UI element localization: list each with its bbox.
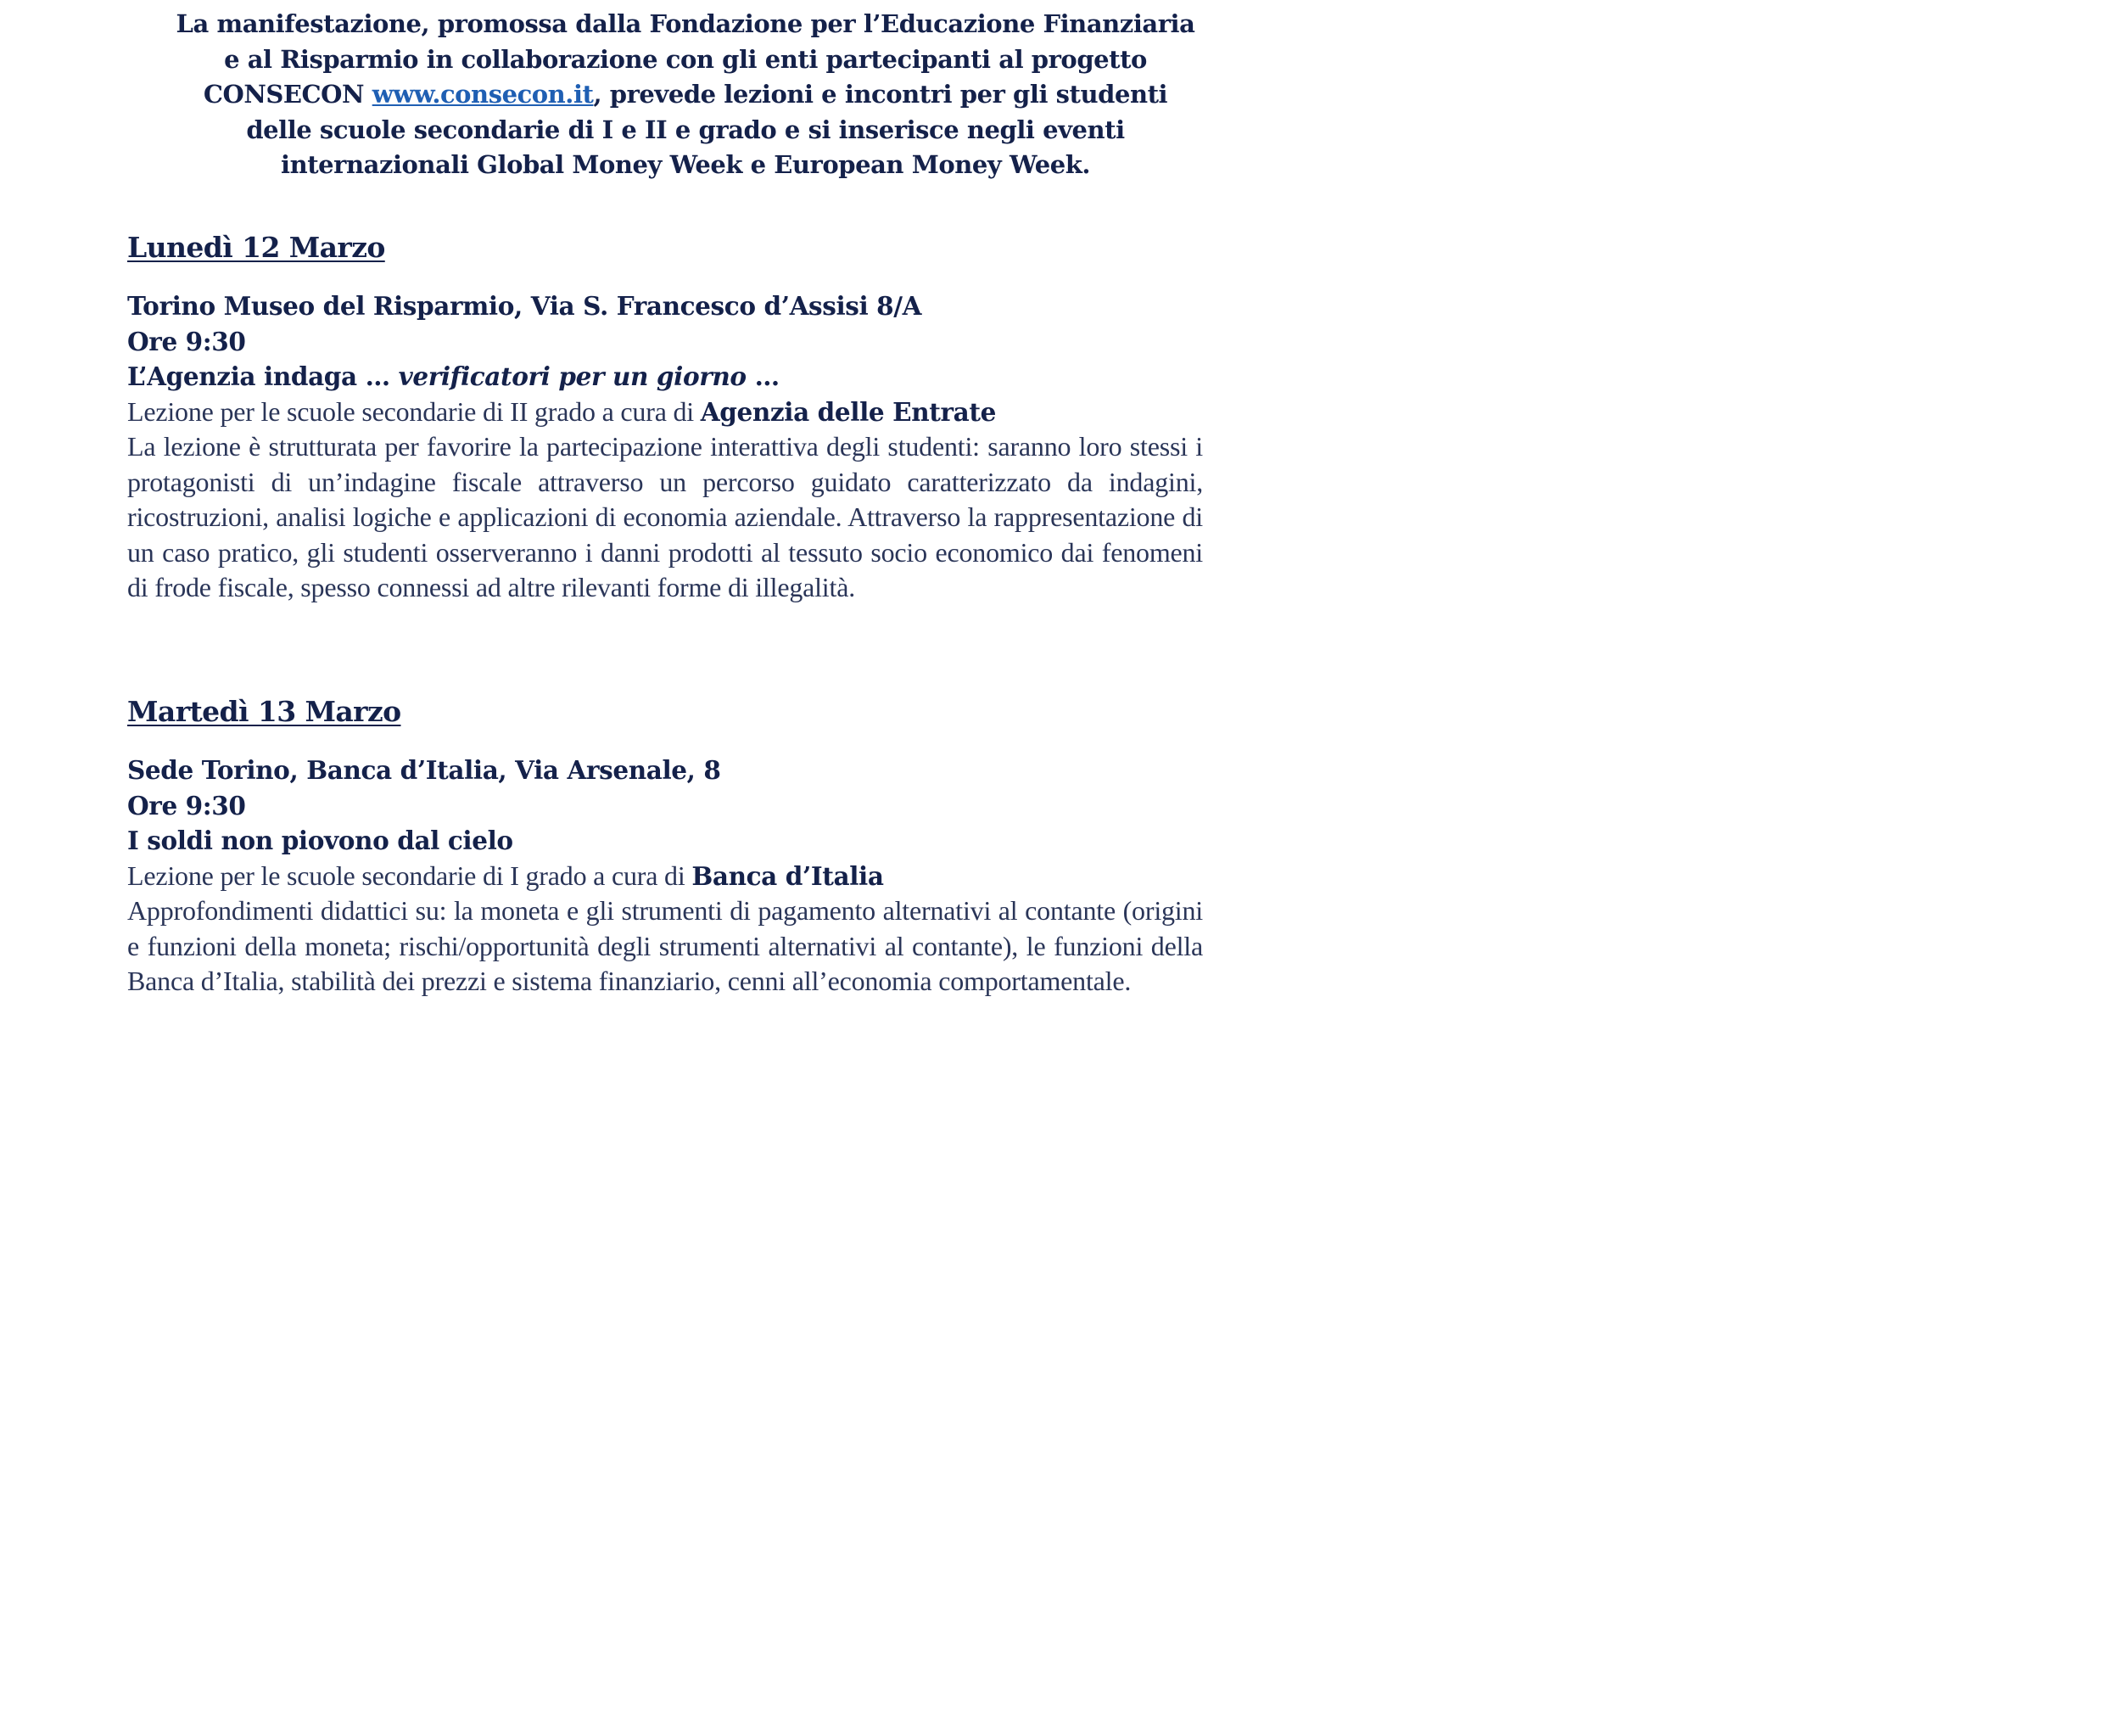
document-page [0, 0, 1330, 1098]
intro-paragraph [127, 7, 1244, 183]
intro-line-3 [127, 77, 1244, 113]
event-title-italic: verificatori per un giorno [398, 361, 747, 391]
intro-line-1: La manifestazione, promossa dalla Fondazione per l’Educazione Finanziaria [176, 9, 1195, 38]
event-lesson-pre: Lezione per le scuole secondarie di I grado a cura di [127, 860, 692, 891]
event-lesson-line [127, 859, 1203, 894]
intro-line-3-pre: CONSECON [203, 80, 372, 109]
intro-line-2: e al Risparmio in collaborazione con gli enti partecipanti al progetto [224, 44, 1147, 74]
event-day-heading: Martedì 13 Marzo [127, 695, 401, 728]
event-title-pre: L’Agenzia indaga … [127, 361, 399, 391]
event-section-tuesday [127, 692, 1203, 1000]
event-lesson-org: Agenzia delle Entrate [700, 396, 996, 427]
event-title: I soldi non piovono dal cielo [127, 826, 513, 855]
event-title-post: … [746, 361, 780, 391]
event-lesson-org: Banca d’Italia [691, 860, 884, 891]
intro-line-5: internazionali Global Money Week e European Money Week. [281, 150, 1090, 179]
event-time: Ore 9:30 [127, 790, 246, 820]
event-lesson-pre: Lezione per le scuole secondarie di II grado a cura di [127, 395, 701, 427]
event-day-heading: Lunedì 12 Marzo [127, 231, 385, 264]
consecon-link[interactable]: www.consecon.it [372, 80, 594, 109]
intro-line-3-post: , prevede lezioni e incontri per gli studenti [593, 80, 1168, 109]
event-time: Ore 9:30 [127, 326, 246, 356]
event-description: Approfondimenti didattici su: la moneta e gli strumenti di pagamento alternativi al contante (origini e funzioni della moneta; rischi/opportunità degli strumenti alternativi al contante), le funzioni della Banca d’Italia, stabilità dei prezzi e sistema finanziario, cenni all’economia comportamentale. [127, 895, 1203, 996]
event-location: Torino Museo del Risparmio, Via S. Francesco d’Assisi 8/A [127, 291, 922, 321]
event-lesson-line [127, 395, 1203, 430]
event-title [127, 359, 1203, 395]
event-section-monday [127, 227, 1203, 606]
intro-line-4: delle scuole secondarie di I e II e grado e si inserisce negli eventi [246, 115, 1125, 144]
event-description: La lezione è strutturata per favorire la partecipazione interattiva degli studenti: saranno loro stessi i protagonisti di un’indagine fiscale attraverso un percorso guidato caratterizzato da indagini, ricostruzioni, analisi logiche e applicazioni di economia aziendale. Attraverso la rappresentazione di un caso pratico, gli studenti osserveranno i danni prodotti al tessuto socio economico dai fenomeni di frode fiscale, spesso connessi ad altre rilevanti forme di illegalità. [127, 431, 1203, 602]
event-location: Sede Torino, Banca d’Italia, Via Arsenale, 8 [127, 755, 721, 785]
